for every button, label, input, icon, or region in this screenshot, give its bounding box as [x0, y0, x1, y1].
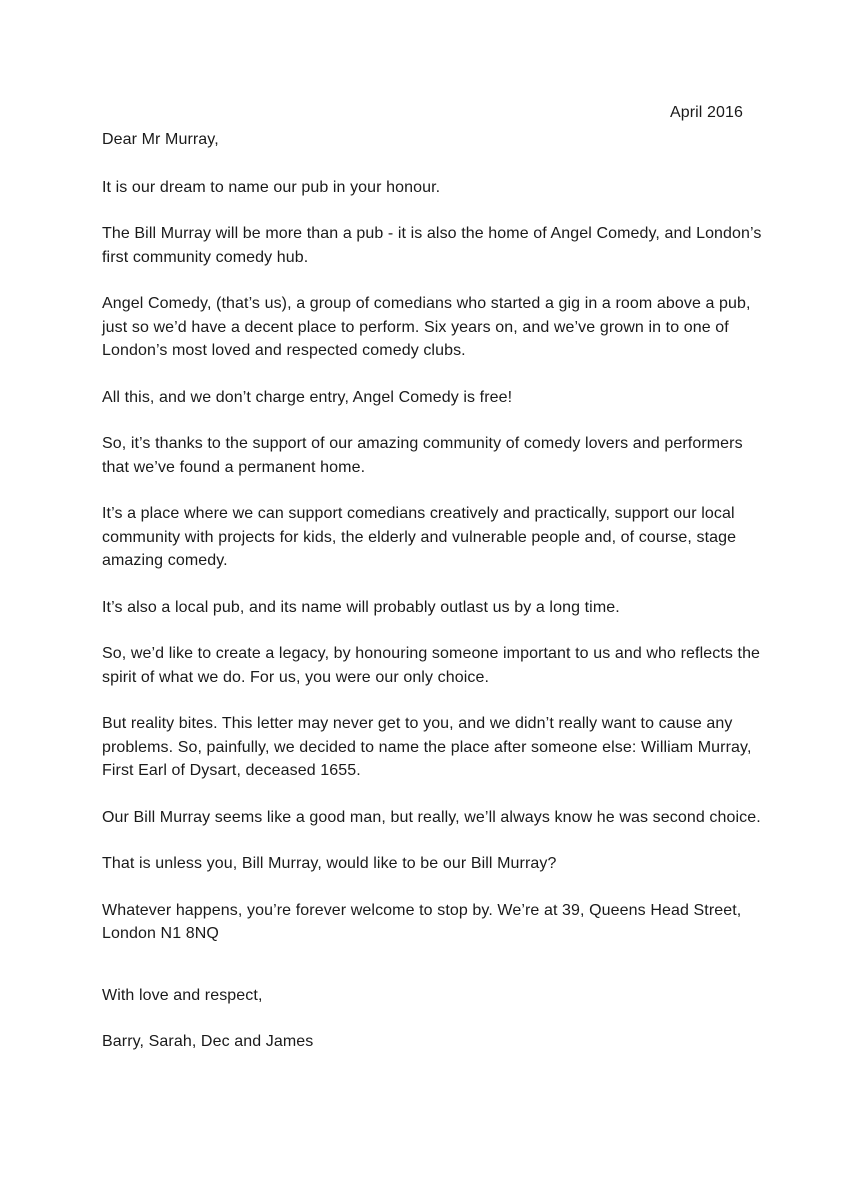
paragraph-legacy: So, we’d like to create a legacy, by honouring someone important to us and who reflects the spirit of what we do. For us, you were our only choice.: [102, 645, 761, 686]
signatories: Barry, Sarah, Dec and James: [102, 1033, 314, 1050]
paragraph-about-angel-comedy: Angel Comedy, (that’s us), a group of comedians who started a gig in a room above a pub, just so we’d have a decent place to perform. Six years on, and we’ve grown in to one of London’s most loved and respected comedy clubs.: [102, 295, 751, 359]
paragraph-free-entry: All this, and we don’t charge entry, Angel Comedy is free!: [102, 388, 513, 406]
salutation: Dear Mr Murray,: [102, 131, 219, 148]
paragraph-comedy-hub: The Bill Murray will be more than a pub - it is also the home of Angel Comedy, and London’s first community comedy hub.: [102, 225, 762, 266]
paragraph-permanent-home: So, it’s thanks to the support of our amazing community of comedy lovers and performers that we’ve found a permanent home.: [102, 435, 743, 476]
paragraph-community-support: It’s a place where we can support comedians creatively and practically, support our local community with projects for kids, the elderly and vulnerable people and, of course, stage amazing comedy.: [102, 505, 737, 569]
signoff: With love and respect,: [102, 986, 263, 1004]
letter-body: [102, 128, 762, 1054]
paragraph-second-choice: Our Bill Murray seems like a good man, but really, we’ll always know he was second choice.: [102, 808, 761, 826]
paragraph-invitation: That is unless you, Bill Murray, would like to be our Bill Murray?: [102, 855, 557, 872]
paragraph-address: Whatever happens, you’re forever welcome to stop by. We’re at 39, Queens Head Street, London N1 8NQ: [102, 901, 742, 942]
paragraph-dream: It is our dream to name our pub in your honour.: [102, 178, 441, 196]
paragraph-reality-bites: But reality bites. This letter may never get to you, and we didn’t really want to cause any problems. So, painfully, we decided to name the place after someone else: William Murray, First Earl of Dysart, deceased 1655.: [102, 715, 752, 779]
paragraph-local-pub: It’s also a local pub, and its name will probably outlast us by a long time.: [102, 598, 620, 616]
letter-date: April 2016: [669, 104, 743, 121]
